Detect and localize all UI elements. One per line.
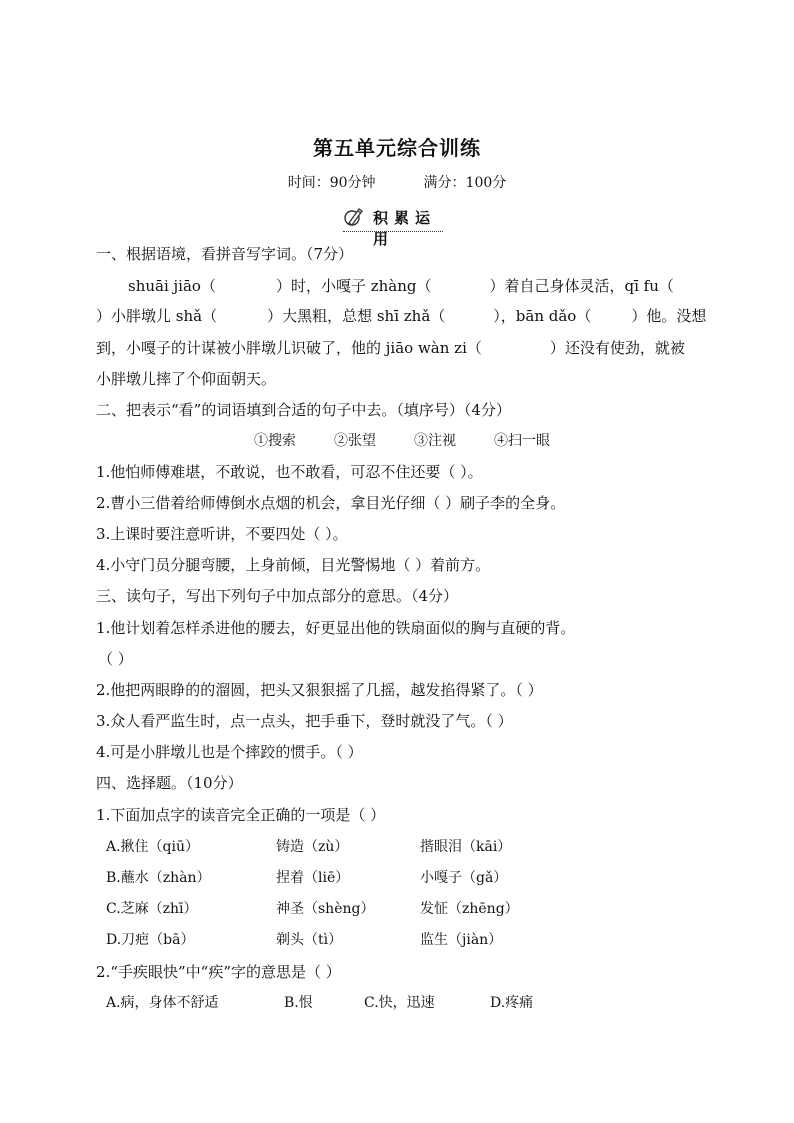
q4-choice: 揩眼泪（kāi） (420, 839, 512, 855)
q2-option: ①搜索 (254, 433, 296, 449)
q1-text: ），bān dǎo（ (493, 307, 592, 325)
q4-choice: 监生（jiàn） (420, 932, 503, 948)
q4-choice: 神圣（shèng） (276, 901, 375, 917)
q1-text: ）小胖墩儿 shǎ（ (96, 307, 218, 325)
q4-q2-choice: B.恨 (284, 995, 313, 1011)
q4-choice: 小嘎子（gǎ） (420, 870, 508, 886)
q2-heading: 二、把表示“看”的词语填到合适的句子中去。（填序号）（4分） (96, 401, 511, 419)
q2-option: ③注视 (414, 433, 456, 449)
q1-line-2 (96, 306, 706, 326)
q1-text: ）着自己身体灵活，qī fu（ (489, 277, 674, 295)
q4-q2-choice: A.病，身体不舒适 (106, 995, 219, 1011)
pen-icon (343, 205, 367, 229)
q1-line-4: 小胖墩儿摔了个仰面朝天。 (96, 370, 277, 388)
q4-choice: 发怔（zhēng） (420, 901, 519, 917)
q1-line-3 (96, 338, 685, 358)
q1-line-1 (128, 276, 674, 296)
q4-heading: 四、选择题。（10分） (96, 774, 243, 792)
q3-sentence-4: 4.可是小胖墩儿也是个摔跤的惯手。（ ） (96, 743, 363, 761)
q3-sentence-2: 2.他把两眼睁的的溜圆，把头又狠狠摇了几摇，越发掐得紧了。（ ） (96, 681, 543, 699)
q3-sentence-1: 1.他计划着怎样杀进他的腰去，好更显出他的铁扇面似的胸与直硬的背。 (96, 619, 576, 637)
q4-choice: 剃头（tì） (276, 932, 343, 948)
q2-sentence-4: 4.小守门员分腿弯腰，上身前倾，目光警惕地（ ）着前方。 (96, 556, 491, 574)
q4-choice: B.蘸水（zhàn） (106, 870, 211, 886)
q4-question-1: 1.下面加点字的读音完全正确的一项是（ ） (96, 806, 386, 824)
q1-text: ）他。没想 (631, 307, 707, 325)
section-banner (343, 205, 443, 248)
q2-sentence-2: 2.曹小三借着给师傅倒水点烟的机会，拿目光仔细（ ）刷子李的全身。 (96, 494, 566, 512)
section-banner-label: 积累运用 (373, 209, 437, 248)
q1-text: 到，小嘎子的计谋被小胖墩儿识破了，他的 jiāo wàn zi（ (96, 339, 482, 357)
exam-info (0, 172, 794, 192)
q2-option: ④扫一眼 (494, 433, 550, 449)
q1-heading: 一、根据语境，看拼音写字词。（7分） (96, 245, 354, 263)
q4-choice: C.芝麻（zhī） (106, 901, 198, 917)
q3-heading: 三、读句子，写出下列句子中加点部分的意思。（4分） (96, 587, 459, 605)
q2-sentence-1: 1.他怕师傅难堪，不敢说，也不敢看，可忍不住还要（ ）。 (96, 463, 483, 481)
page-title: 第五单元综合训练 (313, 136, 481, 160)
time-limit: 时间：90分钟 (287, 175, 376, 191)
q3-sentence-3: 3.众人看严监生时，点一点头，把手垂下，登时就没了气。（ ） (96, 712, 513, 730)
total-score: 满分：100分 (423, 175, 507, 191)
q1-text: ）大黑粗，总想 shī zhǎ（ (267, 307, 446, 325)
q4-q2-choice: C.快，迅速 (364, 995, 435, 1011)
q4-choice: 铸造（zù） (276, 839, 349, 855)
q1-text: ）时，小嘎子 zhàng（ (275, 277, 432, 295)
q2-option: ②张望 (334, 433, 376, 449)
q2-sentence-3: 3.上课时要注意听讲，不要四处（ ）。 (96, 525, 348, 543)
q3-answer-blank-1: （ ） (98, 650, 133, 668)
q1-text: shuāi jiāo（ (128, 277, 216, 295)
q4-choice: 捏着（liē） (276, 870, 350, 886)
q1-text: ）还没有使劲，就被 (549, 339, 685, 357)
q4-q2-choice: D.疼痛 (490, 995, 534, 1011)
q4-choice: D.刀疤（bā） (106, 932, 195, 948)
q4-question-2: 2.“手疾眼快”中“疾”字的意思是（ ） (96, 963, 341, 981)
q4-choice: A.揪住（qiū） (106, 839, 200, 855)
